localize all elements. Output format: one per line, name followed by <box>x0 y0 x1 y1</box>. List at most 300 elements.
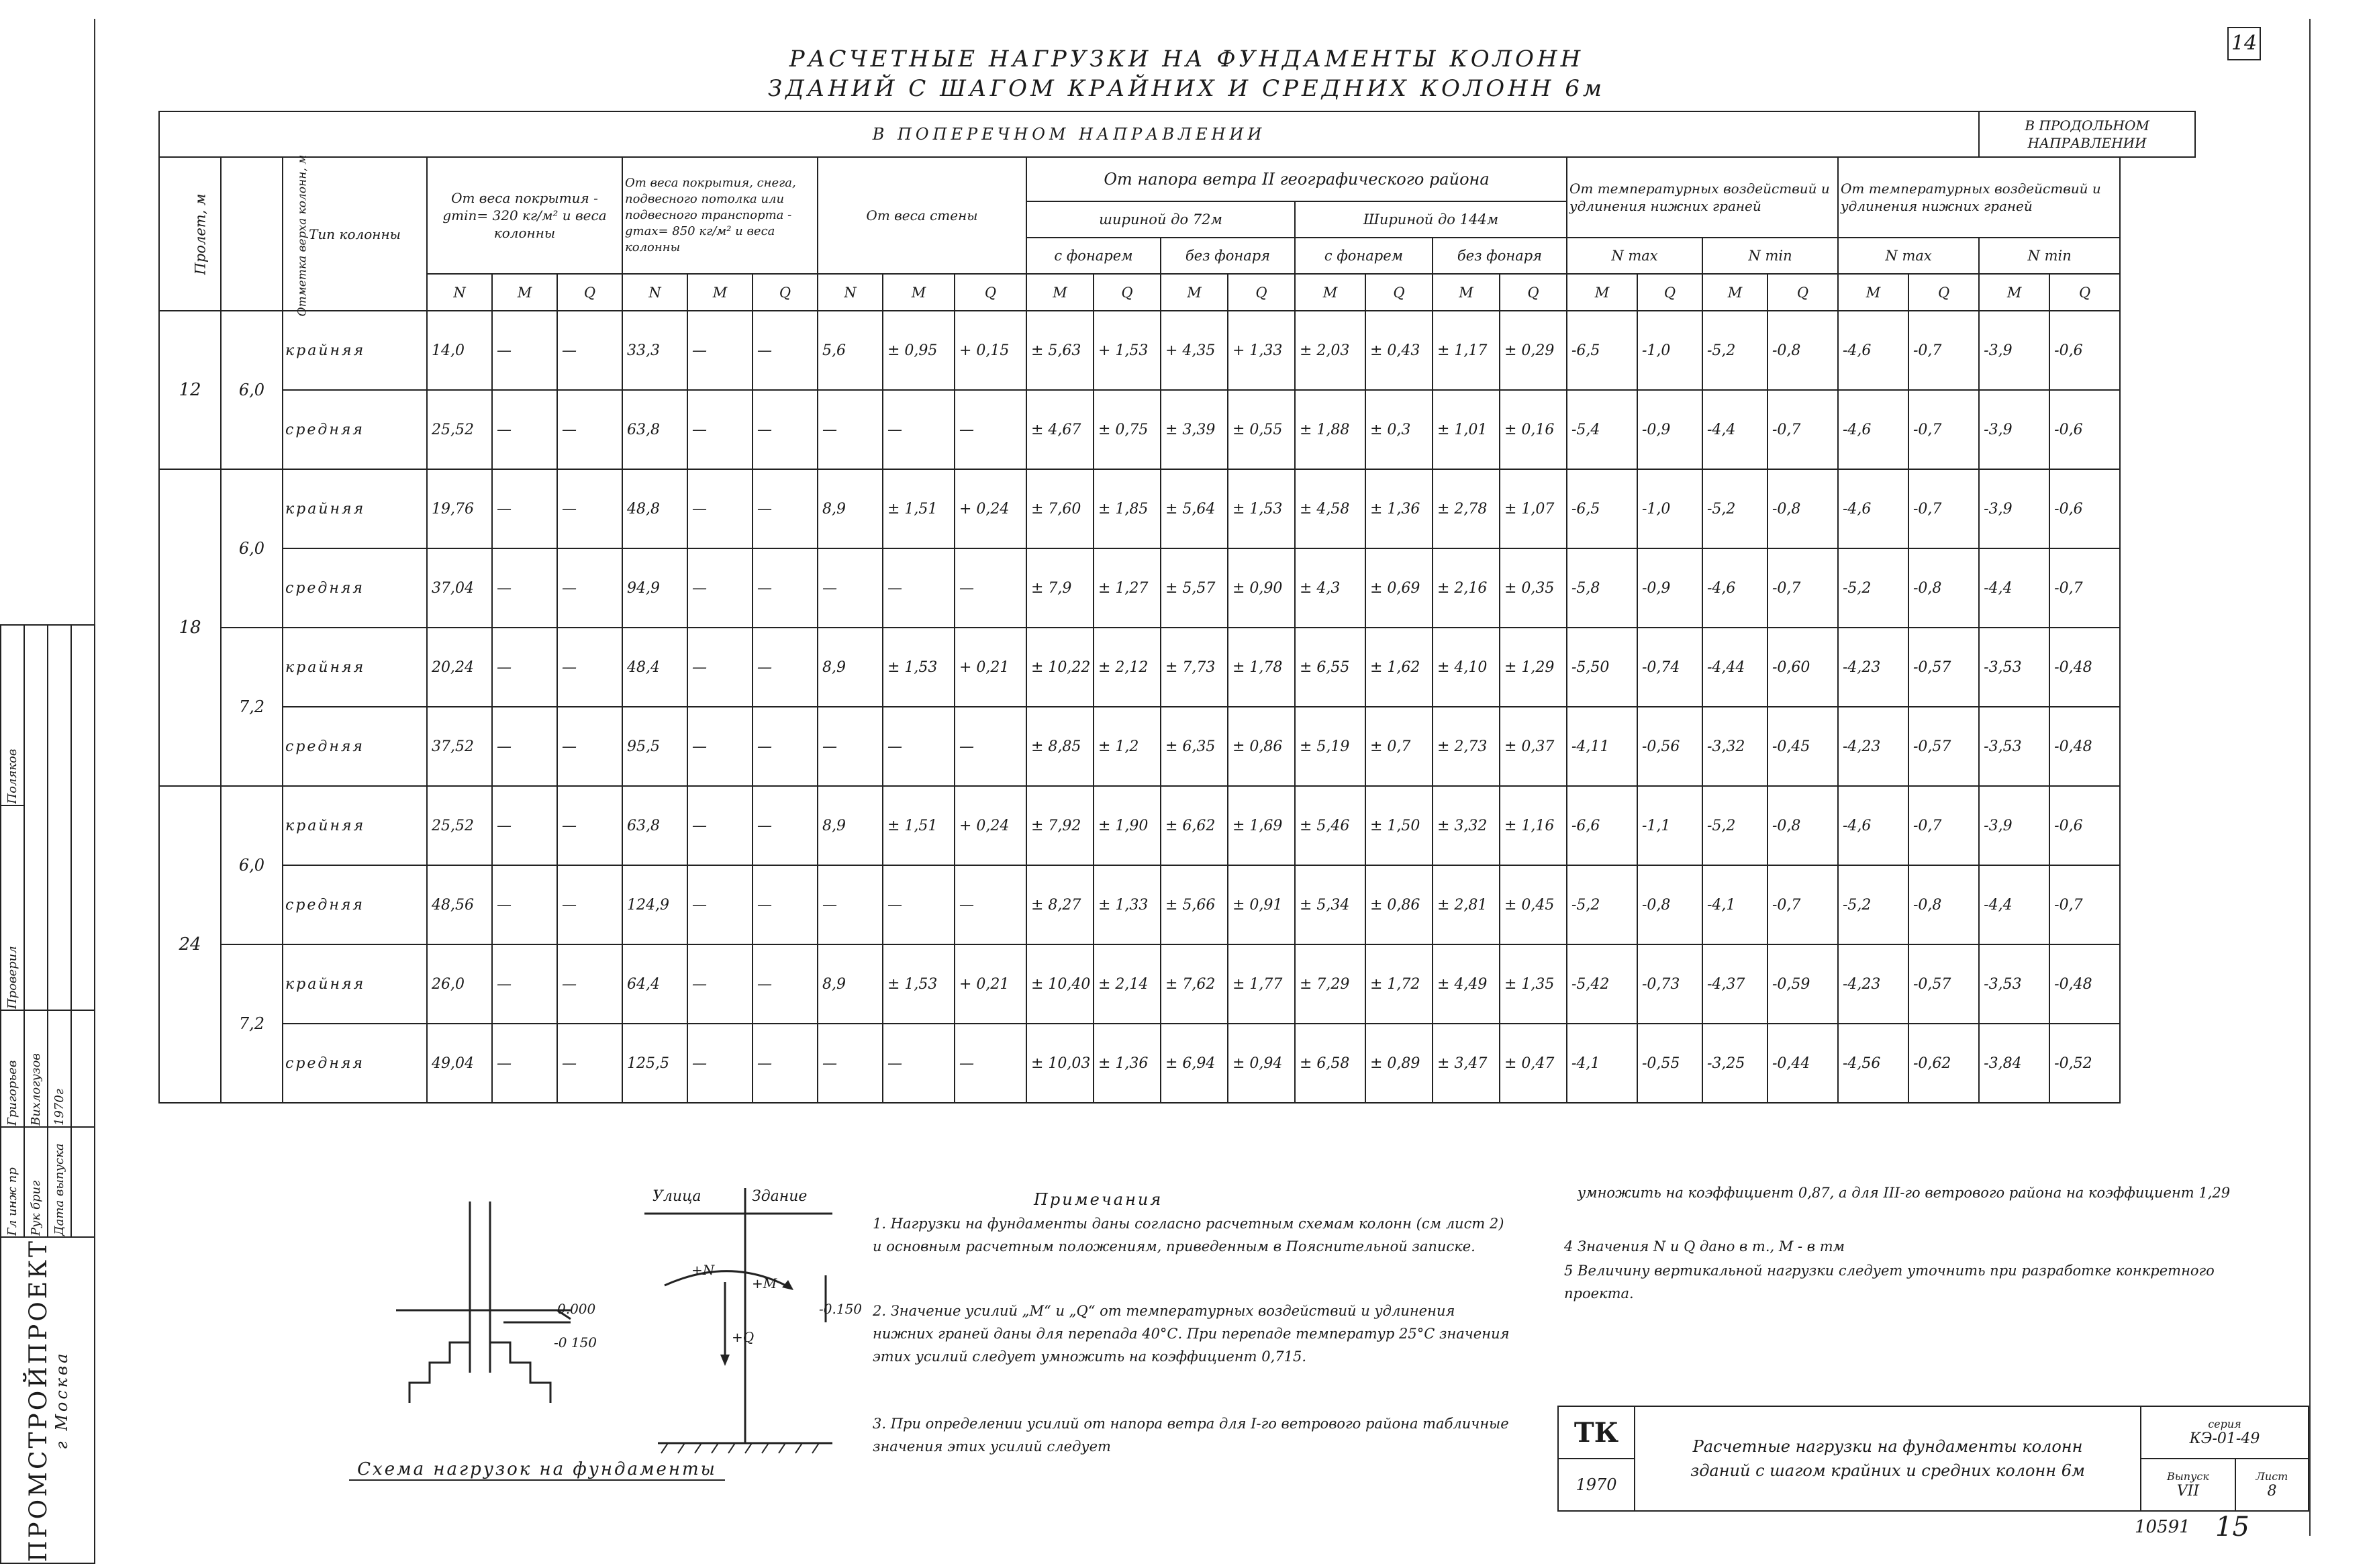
table-cell: — <box>557 786 622 865</box>
table-cell: -5,50 <box>1567 628 1637 707</box>
cell-span: 18 <box>159 469 221 786</box>
table-cell: ± 0,37 <box>1500 707 1567 786</box>
table-cell: -0,48 <box>2049 707 2120 786</box>
cell-column-type: крайняя <box>283 944 427 1024</box>
table-cell: 8,9 <box>818 786 883 865</box>
table-cell: -5,8 <box>1567 548 1637 628</box>
table-cell: -1,1 <box>1637 786 1702 865</box>
table-cell: 63,8 <box>622 786 687 865</box>
table-cell: — <box>492 865 557 944</box>
header-g1: От веса покрытия -gmin= 320 кг/м² и веса колонны <box>427 157 622 274</box>
table-cell: ± 0,69 <box>1365 548 1433 628</box>
cell-mark: 6,0 <box>221 311 283 469</box>
stamp-series: КЭ-01-49 <box>2189 1430 2260 1447</box>
table-cell: -6,5 <box>1567 469 1637 548</box>
table-cell: — <box>492 628 557 707</box>
table-cell: -3,9 <box>1979 786 2049 865</box>
side-org: ПРОМСТРОЙПРОЕКТ <box>24 1238 52 1562</box>
cell-column-type: средняя <box>283 865 427 944</box>
table-cell: — <box>492 786 557 865</box>
table-cell: — <box>955 390 1026 469</box>
side-stamp <box>0 624 94 1564</box>
table-cell: -4,1 <box>1702 865 1767 944</box>
table-cell: -4,23 <box>1838 944 1908 1024</box>
cell-mark: 7,2 <box>221 628 283 786</box>
table-cell: -3,9 <box>1979 390 2049 469</box>
table-cell: — <box>955 548 1026 628</box>
hdr-Q: Q <box>1767 274 1838 311</box>
table-cell: ± 8,85 <box>1026 707 1094 786</box>
table-cell: -4,23 <box>1838 628 1908 707</box>
header-wind-72: шириной до 72м <box>1026 201 1295 238</box>
table-cell: -0,7 <box>1908 786 1979 865</box>
table-cell: -3,32 <box>1702 707 1767 786</box>
note-2: 2. Значение усилий „M“ и „Q“ от температурных воздействий и удлинения нижних граней даны для перепада 40°С. При перепаде температур 25°С значения этих усилий следует умножить на коэффициент 0,715. <box>873 1303 1510 1365</box>
header-with-lantern-72: с фонарем <box>1026 238 1161 274</box>
table-cell: — <box>492 1024 557 1103</box>
table-cell: ± 5,64 <box>1161 469 1228 548</box>
table-cell: -6,6 <box>1567 786 1637 865</box>
table-cell: — <box>818 390 883 469</box>
table-cell: -0,57 <box>1908 944 1979 1024</box>
hdr-Q: Q <box>1094 274 1161 311</box>
table-cell: — <box>955 707 1026 786</box>
table-cell: -3,53 <box>1979 707 2049 786</box>
hdr-Q: Q <box>1637 274 1702 311</box>
table-cell: -5,2 <box>1702 469 1767 548</box>
table-cell: -3,84 <box>1979 1024 2049 1103</box>
table-cell: ± 5,66 <box>1161 865 1228 944</box>
side-r2a: Рук бриг <box>24 1127 48 1237</box>
note-1: 1. Нагрузки на фундаменты даны согласно расчетным схемам колонн (см лист 2) и основным расчетным положениям, приведенным в Пояснительной записке. <box>873 1216 1504 1255</box>
table-cell: ± 1,53 <box>883 944 955 1024</box>
hdr-M: M <box>492 274 557 311</box>
table-cell: — <box>557 311 622 390</box>
table-cell: — <box>955 865 1026 944</box>
diagram-plus-q: +Q <box>732 1329 755 1345</box>
table-cell: ± 0,7 <box>1365 707 1433 786</box>
table-cell: ± 6,62 <box>1161 786 1228 865</box>
table-cell: -0,56 <box>1637 707 1702 786</box>
table-cell: 49,04 <box>427 1024 492 1103</box>
table-cell: 19,76 <box>427 469 492 548</box>
table-cell: ± 7,29 <box>1295 944 1365 1024</box>
notes-heading: Примечания <box>1034 1190 1163 1209</box>
table-cell: — <box>818 548 883 628</box>
table-cell: — <box>492 311 557 390</box>
table-cell: ± 0,89 <box>1365 1024 1433 1103</box>
stamp-year: 1970 <box>1558 1459 1635 1511</box>
table-cell: — <box>818 1024 883 1103</box>
table-cell: -0,7 <box>1767 548 1838 628</box>
side-city: г Москва <box>52 1351 71 1450</box>
cell-column-type: средняя <box>283 707 427 786</box>
diagram-elev-bottom: -0 150 <box>554 1334 597 1351</box>
table-row <box>159 786 2195 865</box>
table-cell: -5,2 <box>1702 311 1767 390</box>
table-cell: — <box>753 548 818 628</box>
table-cell: — <box>687 707 753 786</box>
table-cell: — <box>883 1024 955 1103</box>
table-cell: ± 2,81 <box>1433 865 1500 944</box>
table-cell: + 0,24 <box>955 786 1026 865</box>
table-cell: ± 1,33 <box>1094 865 1161 944</box>
table-cell: ± 0,35 <box>1500 548 1567 628</box>
cell-mark: 7,2 <box>221 944 283 1103</box>
hdr-M: M <box>1026 274 1094 311</box>
header-nmax-lo: N max <box>1838 238 1979 274</box>
table-cell: -4,6 <box>1838 390 1908 469</box>
loads-table <box>158 111 2196 1104</box>
note-3: 3. При определении усилий от напора ветра для I-го ветрового района табличные значения этих усилий следует <box>873 1416 1509 1455</box>
cell-column-type: крайняя <box>283 469 427 548</box>
table-cell: — <box>687 628 753 707</box>
table-cell: -0,8 <box>1908 865 1979 944</box>
table-cell: -4,37 <box>1702 944 1767 1024</box>
hdr-M: M <box>1979 274 2049 311</box>
table-cell: ± 10,03 <box>1026 1024 1094 1103</box>
hdr-Q: Q <box>1228 274 1295 311</box>
cell-column-type: крайняя <box>283 786 427 865</box>
table-cell: ± 2,03 <box>1295 311 1365 390</box>
table-cell: + 4,35 <box>1161 311 1228 390</box>
table-cell: — <box>753 390 818 469</box>
table-cell: ± 0,3 <box>1365 390 1433 469</box>
table-cell: -4,6 <box>1702 548 1767 628</box>
table-cell: — <box>818 865 883 944</box>
table-cell: -4,4 <box>1702 390 1767 469</box>
table-cell: ± 0,86 <box>1228 707 1295 786</box>
table-cell: -4,4 <box>1979 548 2049 628</box>
table-cell: 64,4 <box>622 944 687 1024</box>
table-cell: -4,6 <box>1838 469 1908 548</box>
table-cell: — <box>753 944 818 1024</box>
corner-sheet-number: 14 <box>2227 27 2261 60</box>
table-cell: — <box>955 1024 1026 1103</box>
table-cell: ± 1,27 <box>1094 548 1161 628</box>
table-cell: -4,6 <box>1838 786 1908 865</box>
table-cell: ± 0,29 <box>1500 311 1567 390</box>
table-cell: ± 1,35 <box>1500 944 1567 1024</box>
stamp-title-2: зданий с шагом крайних и средних колонн 6м <box>1690 1461 2085 1480</box>
table-cell: ± 5,19 <box>1295 707 1365 786</box>
cell-column-type: средняя <box>283 548 427 628</box>
table-cell: 8,9 <box>818 469 883 548</box>
header-wind: От напора ветра II географического района <box>1026 157 1567 201</box>
hdr-Q: Q <box>1500 274 1567 311</box>
table-cell: ± 4,49 <box>1433 944 1500 1024</box>
table-cell: ± 1,16 <box>1500 786 1567 865</box>
table-cell: -0,6 <box>2049 311 2120 390</box>
table-cell: — <box>492 707 557 786</box>
stamp-series-label: серия <box>2208 1418 2241 1430</box>
table-cell: ± 0,86 <box>1365 865 1433 944</box>
table-row <box>159 628 2195 707</box>
table-cell: -0,8 <box>1767 786 1838 865</box>
table-cell: ± 4,3 <box>1295 548 1365 628</box>
table-cell: -0,57 <box>1908 628 1979 707</box>
table-cell: -5,42 <box>1567 944 1637 1024</box>
hdr-Q: Q <box>557 274 622 311</box>
table-cell: ± 5,34 <box>1295 865 1365 944</box>
header-temp-transverse: От температурных воздействий и удлинения нижних граней <box>1567 157 1838 238</box>
table-cell: — <box>492 390 557 469</box>
table-cell: -0,48 <box>2049 628 2120 707</box>
table-cell: — <box>883 390 955 469</box>
table-cell: 37,04 <box>427 548 492 628</box>
table-cell: -0,7 <box>1767 390 1838 469</box>
table-cell: ± 2,12 <box>1094 628 1161 707</box>
table-cell: — <box>687 548 753 628</box>
diagram-caption: Схема нагрузок на фундаменты <box>349 1459 725 1481</box>
table-cell: — <box>753 628 818 707</box>
table-cell: + 0,21 <box>955 944 1026 1024</box>
load-diagram-svg <box>349 1188 873 1483</box>
table-cell: ± 10,40 <box>1026 944 1094 1024</box>
stamp-sheet: 8 <box>2267 1483 2277 1500</box>
table-cell: ± 10,22 <box>1026 628 1094 707</box>
table-cell: -0,7 <box>1767 865 1838 944</box>
table-cell: ± 7,62 <box>1161 944 1228 1024</box>
table-cell: -6,5 <box>1567 311 1637 390</box>
hdr-Q: Q <box>955 274 1026 311</box>
table-cell: -0,59 <box>1767 944 1838 1024</box>
table-row <box>159 1024 2195 1103</box>
table-cell: -0,44 <box>1767 1024 1838 1103</box>
table-cell: — <box>557 944 622 1024</box>
header-nmq-row <box>159 274 2195 311</box>
table-cell: — <box>687 390 753 469</box>
table-cell: 25,52 <box>427 390 492 469</box>
table-cell: ± 7,60 <box>1026 469 1094 548</box>
table-cell: — <box>687 786 753 865</box>
side-r3b: 1970г <box>48 1010 71 1127</box>
header-span: Пролет, м <box>159 157 221 311</box>
hdr-Q: Q <box>1908 274 1979 311</box>
table-cell: ± 4,58 <box>1295 469 1365 548</box>
footer-archive-number: 10591 <box>2135 1517 2190 1537</box>
table-cell: + 1,53 <box>1094 311 1161 390</box>
table-cell: 95,5 <box>622 707 687 786</box>
table-cell: ± 0,16 <box>1500 390 1567 469</box>
table-cell: -0,73 <box>1637 944 1702 1024</box>
frame-right-line <box>2309 19 2311 1536</box>
table-cell: ± 6,35 <box>1161 707 1228 786</box>
table-cell: -4,44 <box>1702 628 1767 707</box>
header-wind-144: Шириной до 144м <box>1295 201 1567 238</box>
table-cell: -3,9 <box>1979 469 2049 548</box>
cell-mark: 6,0 <box>221 786 283 944</box>
table-cell: — <box>753 1024 818 1103</box>
table-cell: ± 2,14 <box>1094 944 1161 1024</box>
stamp-title-1: Расчетные нагрузки на фундаменты колонн <box>1692 1437 2083 1456</box>
table-cell: -5,2 <box>1702 786 1767 865</box>
diagram-building-label: Здание <box>752 1188 808 1205</box>
table-cell: ± 6,55 <box>1295 628 1365 707</box>
hdr-Q: Q <box>2049 274 2120 311</box>
table-cell: -3,25 <box>1702 1024 1767 1103</box>
table-cell: ± 0,45 <box>1500 865 1567 944</box>
load-diagram <box>349 1188 873 1483</box>
stamp-sheet-label: Лист <box>2256 1470 2288 1483</box>
table-cell: — <box>687 944 753 1024</box>
table-cell: — <box>557 390 622 469</box>
table-cell: — <box>753 865 818 944</box>
table-cell: ± 1,07 <box>1500 469 1567 548</box>
table-cell: ± 4,10 <box>1433 628 1500 707</box>
table-cell: -0,62 <box>1908 1024 1979 1103</box>
side-r1b: Григорьев <box>1 1010 24 1127</box>
hdr-M: M <box>883 274 955 311</box>
table-cell: — <box>492 944 557 1024</box>
table-cell: -4,11 <box>1567 707 1637 786</box>
stamp-org: ТК <box>1558 1406 1635 1459</box>
table-cell: ± 0,43 <box>1365 311 1433 390</box>
table-cell: -0,7 <box>2049 548 2120 628</box>
table-cell: — <box>687 311 753 390</box>
hdr-M: M <box>1838 274 1908 311</box>
table-cell: ± 0,91 <box>1228 865 1295 944</box>
header-nmin-lo: N min <box>1979 238 2120 274</box>
table-cell: ± 0,90 <box>1228 548 1295 628</box>
table-cell: — <box>557 628 622 707</box>
table-cell: ± 3,47 <box>1433 1024 1500 1103</box>
note-3b: умножить на коэффициент 0,87, а для III-го ветрового района на коэффициент 1,29 <box>1578 1185 2231 1201</box>
header-with-lantern-144: с фонарем <box>1295 238 1433 274</box>
table-cell: ± 2,78 <box>1433 469 1500 548</box>
hdr-M: M <box>687 274 753 311</box>
header-temp-longitudinal: От температурных воздействий и удлинения нижних граней <box>1838 157 2120 238</box>
table-cell: -0,60 <box>1767 628 1838 707</box>
hdr-M: M <box>1433 274 1500 311</box>
table-cell: 48,8 <box>622 469 687 548</box>
table-cell: -4,1 <box>1567 1024 1637 1103</box>
cell-column-type: крайняя <box>283 311 427 390</box>
table-cell: -0,52 <box>2049 1024 2120 1103</box>
table-cell: 63,8 <box>622 390 687 469</box>
table-cell: 37,52 <box>427 707 492 786</box>
table-cell: -4,6 <box>1838 311 1908 390</box>
table-row <box>159 311 2195 390</box>
hdr-M: M <box>1295 274 1365 311</box>
table-cell: ± 7,92 <box>1026 786 1094 865</box>
table-cell: — <box>753 311 818 390</box>
table-cell: ± 2,73 <box>1433 707 1500 786</box>
table-cell: ± 1,78 <box>1228 628 1295 707</box>
table-cell: -0,74 <box>1637 628 1702 707</box>
table-cell: -0,7 <box>2049 865 2120 944</box>
diagram-plus-m: +M <box>752 1275 777 1291</box>
table-cell: ± 0,94 <box>1228 1024 1295 1103</box>
table-cell: — <box>557 548 622 628</box>
table-cell: ± 1,53 <box>883 628 955 707</box>
table-cell: ± 1,36 <box>1094 1024 1161 1103</box>
table-cell: ± 7,73 <box>1161 628 1228 707</box>
table-cell: -4,56 <box>1838 1024 1908 1103</box>
hdr-Q: Q <box>753 274 818 311</box>
table-cell: ± 0,75 <box>1094 390 1161 469</box>
table-cell: -0,8 <box>1767 469 1838 548</box>
table-cell: 33,3 <box>622 311 687 390</box>
table-cell: ± 0,47 <box>1500 1024 1567 1103</box>
header-longitudinal: В ПРОДОЛЬНОМ НАПРАВЛЕНИИ <box>1979 111 2195 157</box>
table-cell: + 1,33 <box>1228 311 1295 390</box>
table-cell: 124,9 <box>622 865 687 944</box>
diagram-plus-n: +N <box>691 1262 715 1278</box>
table-cell: -0,8 <box>1908 548 1979 628</box>
header-nmin-tr: N min <box>1702 238 1838 274</box>
table-cell: -0,8 <box>1767 311 1838 390</box>
table-cell: — <box>557 707 622 786</box>
table-cell: 25,52 <box>427 786 492 865</box>
stamp-issue: VII <box>2176 1483 2200 1500</box>
hdr-M: M <box>1567 274 1637 311</box>
table-cell: ± 6,94 <box>1161 1024 1228 1103</box>
table-cell: ± 1,85 <box>1094 469 1161 548</box>
table-cell: ± 1,36 <box>1365 469 1433 548</box>
table-cell: + 0,24 <box>955 469 1026 548</box>
table-cell: 8,9 <box>818 944 883 1024</box>
table-cell: -4,4 <box>1979 865 2049 944</box>
table-cell: — <box>753 707 818 786</box>
table-cell: — <box>687 1024 753 1103</box>
table-cell: + 0,15 <box>955 311 1026 390</box>
table-cell: -0,45 <box>1767 707 1838 786</box>
table-cell: 48,56 <box>427 865 492 944</box>
table-cell: ± 1,01 <box>1433 390 1500 469</box>
header-type: Тип колонны <box>283 157 427 311</box>
table-cell: -0,48 <box>2049 944 2120 1024</box>
table-cell: -0,9 <box>1637 390 1702 469</box>
header-transverse: В ПОПЕРЕЧНОМ НАПРАВЛЕНИИ <box>159 111 1979 157</box>
table-cell: -5,2 <box>1838 865 1908 944</box>
table-cell: ± 1,29 <box>1500 628 1567 707</box>
cell-span: 24 <box>159 786 221 1103</box>
cell-span: 12 <box>159 311 221 469</box>
table-cell: ± 1,77 <box>1228 944 1295 1024</box>
side-r2b: Вихлогузов <box>24 1010 48 1127</box>
hdr-M: M <box>1161 274 1228 311</box>
header-nmax-tr: N max <box>1567 238 1702 274</box>
table-row <box>159 390 2195 469</box>
table-cell: -0,57 <box>1908 707 1979 786</box>
table-cell: ± 3,32 <box>1433 786 1500 865</box>
side-r4b: Поляков <box>1 625 24 805</box>
table-cell: 26,0 <box>427 944 492 1024</box>
table-cell: ± 1,62 <box>1365 628 1433 707</box>
table-cell: -0,6 <box>2049 786 2120 865</box>
table-cell: — <box>883 548 955 628</box>
table-cell: ± 3,39 <box>1161 390 1228 469</box>
cell-column-type: средняя <box>283 390 427 469</box>
hdr-Q: Q <box>1365 274 1433 311</box>
header-mark: Отметка верха колонн, м <box>221 157 283 311</box>
table-cell: — <box>687 865 753 944</box>
header-without-lantern-144: без фонаря <box>1433 238 1567 274</box>
table-cell: 5,6 <box>818 311 883 390</box>
table-cell: ± 5,57 <box>1161 548 1228 628</box>
table-cell: ± 7,9 <box>1026 548 1094 628</box>
table-row <box>159 865 2195 944</box>
table-cell: -0,6 <box>2049 469 2120 548</box>
table-cell: 48,4 <box>622 628 687 707</box>
footer-page-number: 15 <box>2215 1512 2249 1542</box>
table-cell: — <box>557 865 622 944</box>
table-cell: -3,53 <box>1979 944 2049 1024</box>
table-cell: ± 1,2 <box>1094 707 1161 786</box>
table-cell: — <box>818 707 883 786</box>
table-row <box>159 548 2195 628</box>
